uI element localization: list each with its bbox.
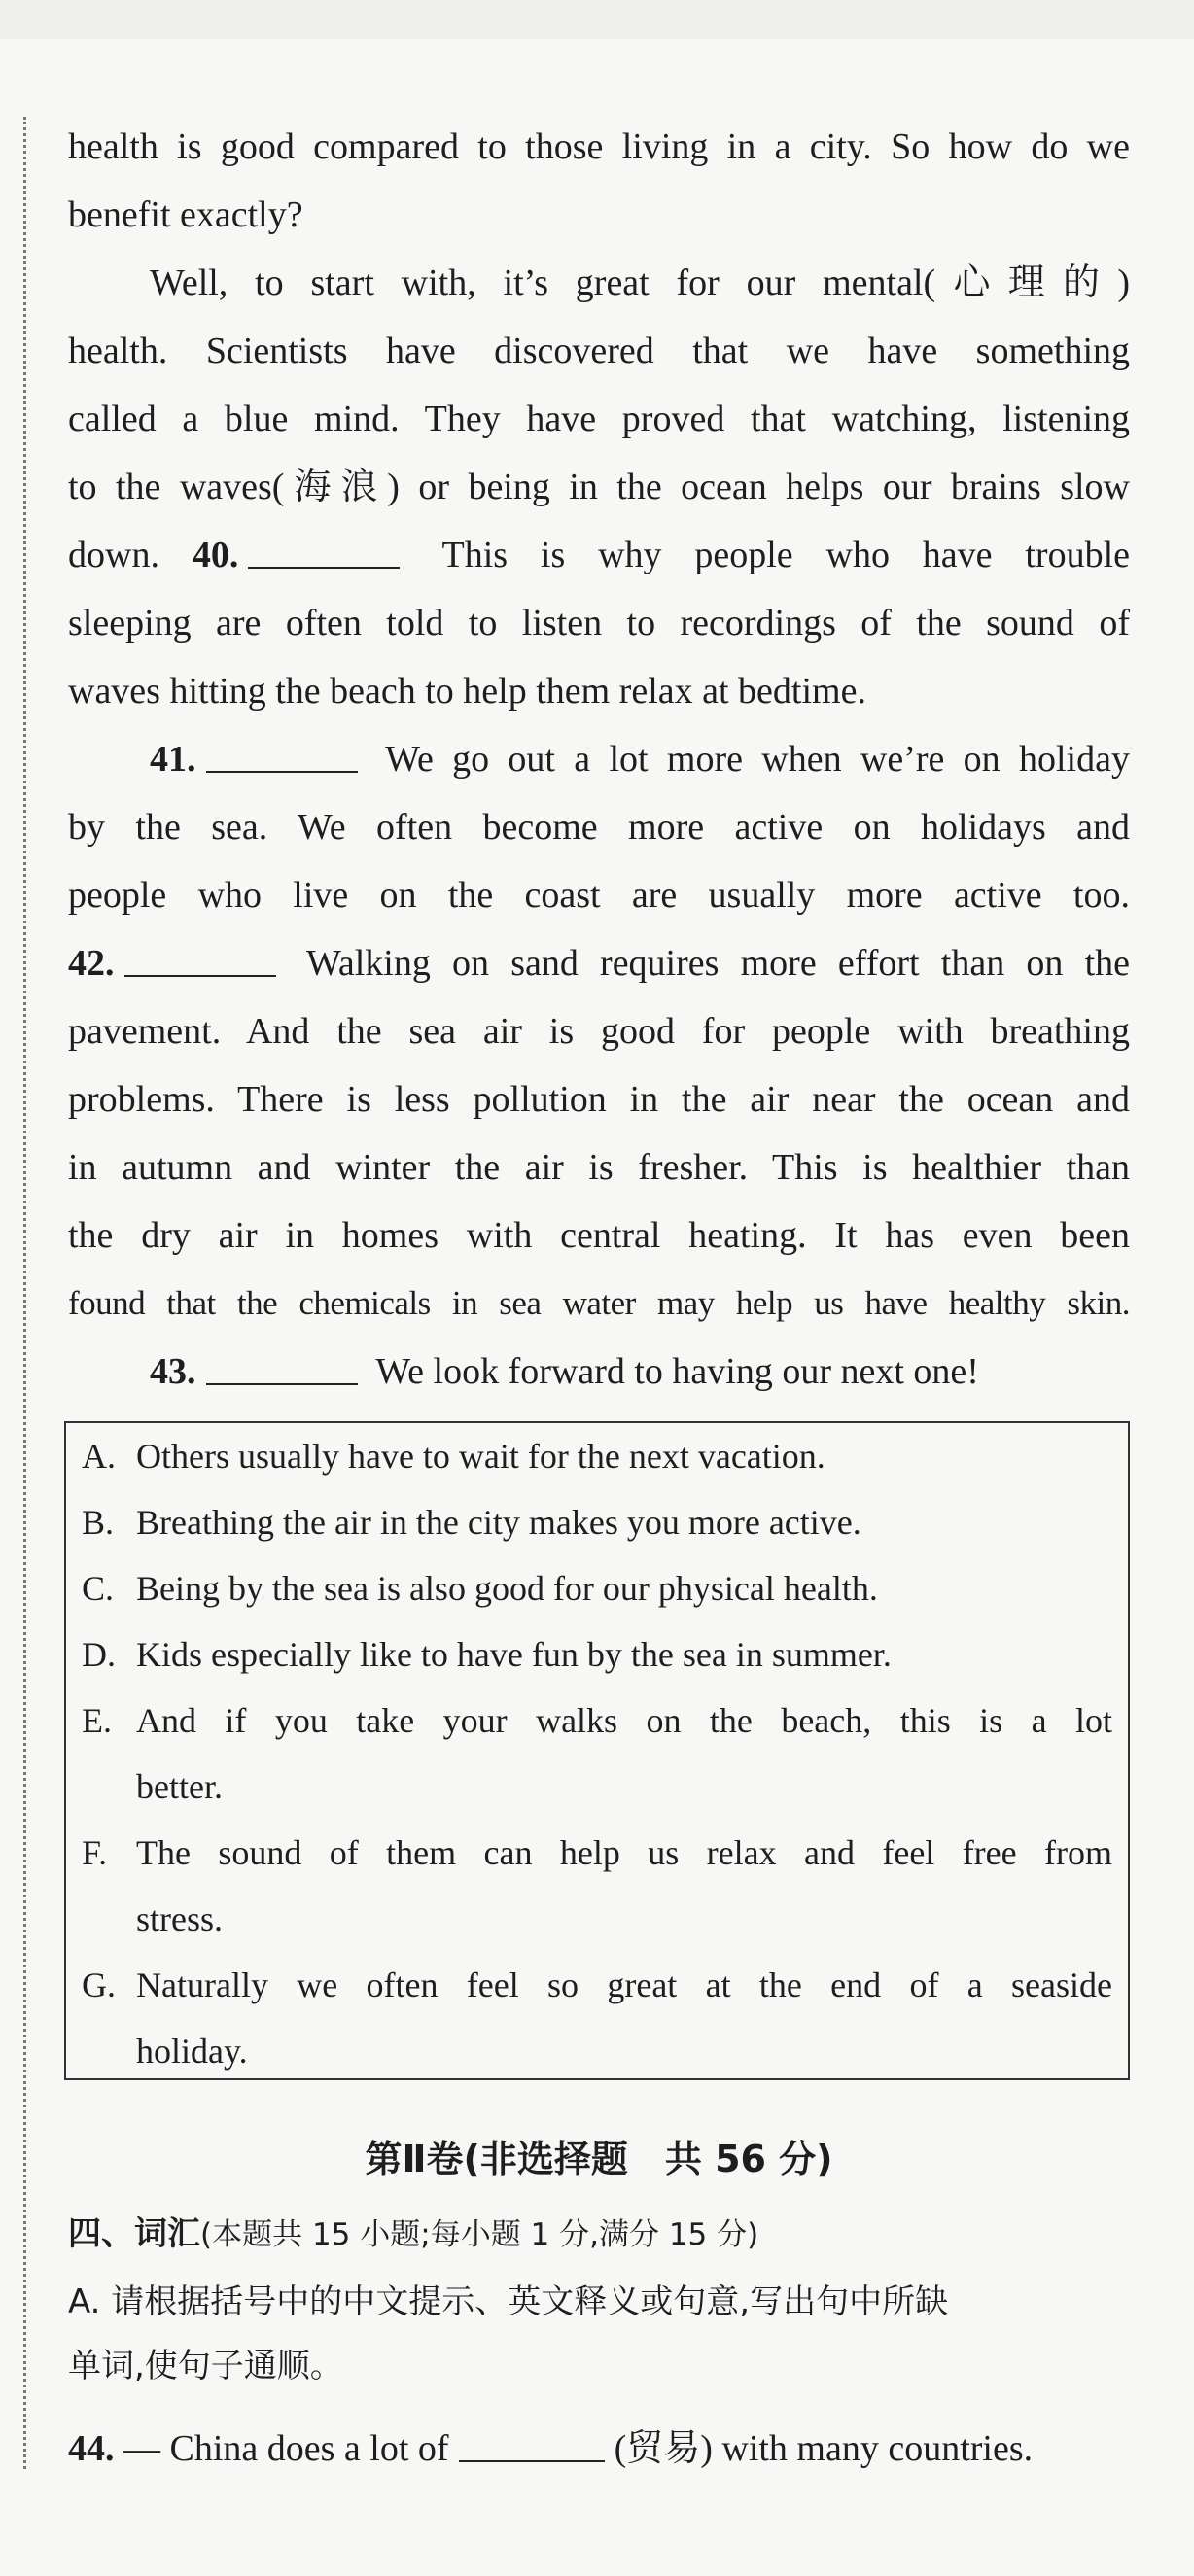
option-g-continued: holiday. — [136, 2032, 248, 2071]
question-number-42: 42. — [68, 943, 115, 984]
passage-line: by the sea. We often become more active on holidays and — [68, 807, 1130, 848]
binding-dotted-line — [23, 117, 26, 2469]
part-heading: 四、词汇 — [68, 2214, 200, 2253]
option-c[interactable] — [82, 1565, 1112, 1612]
question-44 — [68, 2424, 1130, 2473]
passage-text: We go out a lot more when we’re on holiday — [385, 739, 1130, 780]
question-44-text: — China does a lot of — [123, 2428, 449, 2469]
question-number-43: 43. — [150, 1351, 196, 1392]
section-title: 第Ⅱ卷(非选择题 共 56 分) — [365, 2138, 833, 2180]
passage-line: in autumn and winter the air is fresher. This is healthier than — [68, 1147, 1130, 1188]
option-g[interactable] — [82, 1962, 1112, 2008]
option-text: Kids especially like to have fun by the sea in summer. — [136, 1635, 892, 1674]
passage-line: found that the chemicals in sea water may help us have healthy skin. — [68, 1284, 1130, 1322]
option-letter: C. — [82, 1569, 115, 1608]
option-text: Naturally we often feel so great at the end of a seaside — [136, 1966, 1112, 2004]
passage-line: Well, to start with, it’s great for our mental(心理的) — [150, 262, 1130, 303]
question-44-text-end: (贸易) with many countries. — [614, 2428, 1034, 2469]
answer-blank-41[interactable] — [206, 742, 358, 773]
passage-line-q42 — [68, 939, 1130, 988]
passage-line: called a blue mind. They have proved that watching, listening — [68, 399, 1130, 439]
passage-line: people who live on the coast are usually more active too. — [68, 875, 1130, 916]
passage-line: health. Scientists have discovered that we have something — [68, 331, 1130, 371]
passage-line-q41 — [68, 735, 1130, 783]
answer-blank-40[interactable] — [248, 538, 400, 569]
option-text: And if you take your walks on the beach, this is a lot — [136, 1701, 1112, 1740]
option-e[interactable] — [82, 1697, 1112, 1744]
option-b[interactable] — [82, 1499, 1112, 1546]
option-letter: G. — [82, 1966, 116, 2004]
option-text: Breathing the air in the city makes you more active. — [136, 1503, 861, 1542]
option-letter: F. — [82, 1833, 108, 1872]
option-e-continued: better. — [136, 1767, 223, 1806]
answer-blank-44[interactable] — [459, 2431, 605, 2462]
passage-line-q40 — [68, 531, 1130, 579]
option-a[interactable] — [82, 1433, 1112, 1479]
option-text: Being by the sea is also good for our physical health. — [136, 1569, 878, 1608]
option-text: Others usually have to wait for the next vacation. — [136, 1437, 825, 1476]
options-box — [64, 1421, 1130, 2080]
answer-blank-43[interactable] — [206, 1354, 358, 1385]
passage-line: to the waves(海浪) or being in the ocean helps our brains slow — [68, 467, 1130, 507]
option-f[interactable] — [82, 1829, 1112, 1876]
part-note: (本题共 15 小题;每小题 1 分,满分 15 分) — [200, 2217, 759, 2252]
instruction-line: A. 请根据括号中的中文提示、英文释义或句意,写出句中所缺 — [68, 2282, 949, 2321]
option-letter: B. — [82, 1503, 115, 1542]
top-margin — [0, 0, 1194, 39]
answer-blank-42[interactable] — [124, 946, 276, 977]
passage-line: the dry air in homes with central heating. It has even been — [68, 1215, 1130, 1256]
question-number-44: 44. — [68, 2428, 115, 2469]
option-text: The sound of them can help us relax and feel free from — [136, 1833, 1112, 1872]
option-letter: A. — [82, 1437, 116, 1476]
question-number-40: 40. — [192, 535, 239, 575]
passage-line: benefit exactly? — [68, 194, 303, 235]
passage-text: This is why people who have trouble — [441, 535, 1131, 575]
passage-text: down. — [68, 535, 159, 575]
option-letter: E. — [82, 1701, 112, 1740]
option-d[interactable] — [82, 1631, 1112, 1678]
passage-line: sleeping are often told to listen to recordings of the sound of — [68, 603, 1130, 644]
option-letter: D. — [82, 1635, 116, 1674]
passage-text: We look forward to having our next one! — [375, 1351, 979, 1392]
passage-line: waves hitting the beach to help them relax at bedtime. — [68, 671, 866, 712]
option-f-continued: stress. — [136, 1899, 223, 1938]
passage-line: health is good compared to those living in a city. So how do we — [68, 126, 1130, 167]
passage-line-q43 — [68, 1347, 1130, 1396]
question-number-41: 41. — [150, 739, 196, 780]
passage-text: Walking on sand requires more effort than on the — [306, 943, 1130, 984]
part-heading-line — [68, 2210, 1130, 2258]
passage-line: pavement. And the sea air is good for people with breathing — [68, 1011, 1130, 1052]
instruction-line: 单词,使句子通顺。 — [68, 2347, 343, 2385]
passage-line: problems. There is less pollution in the air near the ocean and — [68, 1079, 1130, 1120]
